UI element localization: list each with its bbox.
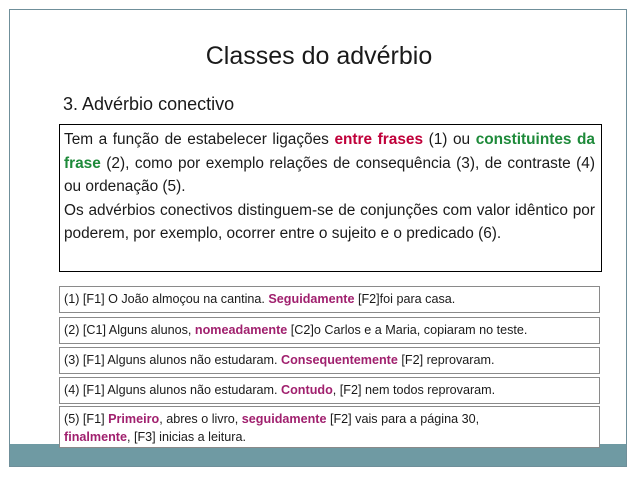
example-text: [C2]o Carlos e a Maria, copiaram no teste. [287,323,528,337]
example-text: (4) [F1] Alguns alunos não estudaram. [64,383,282,397]
definition-paragraph-1 [64,128,595,199]
example-text: [F2]foi para casa. [354,292,456,306]
example-text: , abres o livro, [159,412,242,426]
example-text: (2) [C1] Alguns alunos, [64,323,195,337]
example-5 [59,406,600,448]
example-4 [59,377,600,404]
example-1 [59,286,600,313]
example-keyword: nomeadamente [194,323,288,337]
example-3 [59,347,600,374]
definition-paragraph-2: Os advérbios conectivos distinguem-se de conjunções com valor idêntico por poderem, por exemplo, ocorrer entre o sujeito e o predicado (6). [64,201,595,242]
example-text: [F2] reprovaram. [397,353,495,367]
example-text: , [F2] nem todos reprovaram. [332,383,496,397]
example-text: (1) [F1] O João almoçou na cantina. [64,292,269,306]
definition-text: (2), como por exemplo relações de consequência (3), de contraste (4) ou ordenação (5). [64,154,595,195]
example-keyword: Contudo [281,383,333,397]
example-2 [59,317,600,344]
example-text: (5) [F1] [64,412,109,426]
slide-title: Classes do advérbio [205,42,433,70]
definition-text: Tem a função de estabelecer ligações [64,131,335,148]
slide-subtitle: 3. Advérbio conectivo [63,94,235,114]
example-text: (3) [F1] Alguns alunos não estudaram. [64,353,282,367]
definition-text: (1) ou [423,131,476,148]
example-text: [F2] vais para a página 30, [326,412,480,426]
example-keyword: Seguidamente [268,292,355,306]
example-keyword: seguidamente [241,412,327,426]
example-keyword: finalmente [64,430,127,444]
example-keyword: Consequentemente [281,353,398,367]
example-keyword: Primeiro [108,412,160,426]
highlight-entre-frases: entre frases [334,131,424,148]
highlight-constituintes: constituintes da frase [64,131,595,172]
definition-box [59,124,602,272]
example-text: , [F3] inicias a leitura. [126,430,246,444]
